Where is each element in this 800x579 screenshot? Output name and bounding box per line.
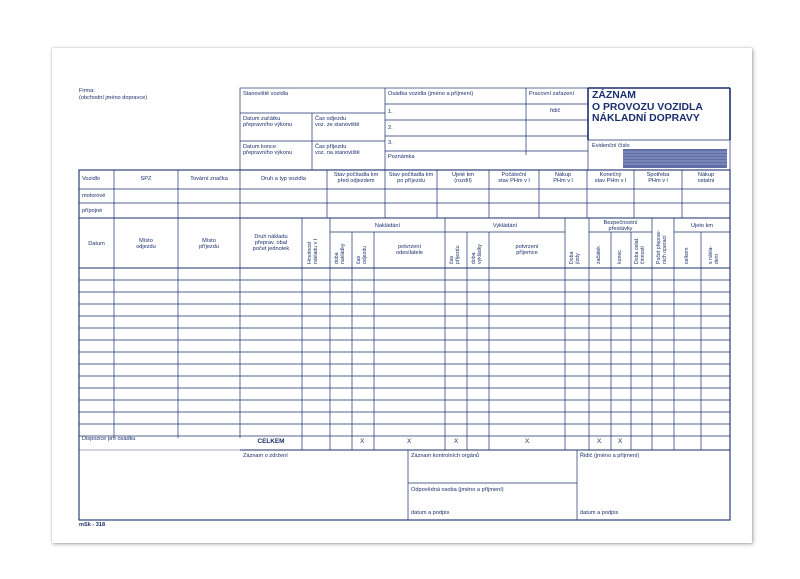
zarazeni-label: Pracovní zařazení <box>529 91 575 97</box>
doba-nakl-sub: nakládky <box>340 243 346 264</box>
crew-1-label: 1. <box>388 109 393 115</box>
bezpecnostni-header: Bezpečnostní <box>603 220 638 226</box>
doba-ost-header: Doba ostat. <box>634 237 640 264</box>
doba-jizdy-header: Doba <box>569 251 575 264</box>
misto-odjezdu-header: Místo <box>139 238 153 244</box>
stav-po-sub: po příjezdu <box>397 178 425 184</box>
druh-nakladu-sub2: počet jednotek <box>252 246 290 252</box>
druh-nakladu-header: Druh nákladu <box>254 234 288 240</box>
nakup-ost-label: Nákup <box>697 172 715 178</box>
nakladani-header: Nakládání <box>374 223 401 229</box>
form-paper <box>52 48 752 543</box>
potvrzeni-odes-header: potvrzení <box>397 244 421 250</box>
ujeto-label: Ujeté km <box>451 172 475 178</box>
hmotnost-header: Hmotnost <box>307 241 313 264</box>
misto-prijezdu-sub: příjezdu <box>199 244 219 250</box>
bezpecnostni-sub: přestávky <box>608 226 633 232</box>
zaznam-zdrzeni-label: Záznam o zdržení <box>243 453 288 459</box>
data-rows <box>79 280 730 436</box>
cas-odjezdu-sub: odjezdu <box>362 245 368 264</box>
start-date-sub: přepravního výkonu <box>243 122 293 128</box>
nakup-phm-sub: PHm v l <box>553 178 573 184</box>
arrival-time-sub: voz. na stanoviště <box>315 150 360 156</box>
crew-3-label: 3. <box>388 140 393 146</box>
departure-time-label: Čas odjezdu <box>315 116 347 122</box>
misto-prijezdu-header: Místo <box>202 238 216 244</box>
potvrzeni-prij-sub: příjemce <box>516 250 538 256</box>
title-line-1: ZÁZNAM <box>592 90 636 101</box>
tovarni-label: Tovární značka <box>190 176 228 182</box>
doba-ost-sub: činností <box>640 246 646 264</box>
doba-jizdy-sub: jízdy <box>575 253 581 264</box>
potvrzeni-odes-sub: odesílatele <box>395 250 424 256</box>
crew-2-label: 2. <box>388 125 393 131</box>
pocet-header: Počet přeprav- <box>656 229 662 264</box>
pocatecni-sub: stav PHm v l <box>498 178 530 184</box>
hmotnost-sub: nákladu v t <box>313 238 319 264</box>
ujeto-km-header: Ujeto km <box>690 223 714 229</box>
nakup-phm-label: Nákup <box>554 172 572 178</box>
druh-nakladu-sub1: přeprav. obal <box>254 240 288 246</box>
pocatecni-label: Počáteční <box>501 172 527 178</box>
celkem-label: CELKEM <box>257 438 285 445</box>
datum-header: Datum <box>88 241 105 247</box>
end-date-label: Datum konce <box>243 144 276 150</box>
form-title <box>592 90 703 125</box>
spz-label: SPZ <box>140 176 152 182</box>
druh-typ-label: Druh a typ vozidla <box>261 176 306 182</box>
pripojne-label: přípojné <box>82 208 103 214</box>
total-x-cas-prijezdu: X <box>454 438 459 445</box>
total-x-konec: X <box>618 438 623 445</box>
ujeto-sub: (rozdíl) <box>454 178 472 184</box>
ridic-label: řidič <box>550 108 561 114</box>
ujeto-celkem-header: celkem <box>684 247 690 264</box>
spotreba-label: Spotřeba <box>646 172 670 178</box>
cas-odjezdu-header: čas <box>356 255 362 264</box>
firm-label: Firma: <box>79 88 95 94</box>
title-line-3: NÁKLADNÍ DOPRAVY <box>592 113 700 125</box>
spotreba-sub: PHm v l <box>648 178 668 184</box>
pocet-sub: ních operací <box>662 235 668 264</box>
potvrzeni-prij-header: potvrzení <box>515 244 539 250</box>
total-x-potvrzeni-odes: X <box>407 438 412 445</box>
total-x-zacatek: X <box>597 438 602 445</box>
firm-sub-label: (obchodní jméno dopravce) <box>79 95 148 101</box>
stav-pred-label: Stav počítadla km <box>333 172 379 178</box>
evidence-number-box <box>623 149 727 168</box>
konecny-label: Konečný <box>599 172 622 178</box>
s-nakladem-header: s nákla- <box>708 245 714 264</box>
start-date-label: Datum začátku <box>243 116 281 122</box>
konec-header: konec <box>617 250 623 264</box>
osadka-label: Osádka vozidla (jméno a příjmení) <box>388 91 474 97</box>
nakup-ost-sub: ostatní <box>697 178 715 184</box>
konecny-sub: stav PHm v l <box>594 178 627 184</box>
dispozice-label: Dispozice pro osádku <box>82 436 136 442</box>
form-code: mSk - 318 <box>79 522 106 528</box>
departure-time-sub: voz. ze stanoviště <box>315 122 360 128</box>
vykladani-header: Vykládání <box>492 223 518 229</box>
vozidlo-label: Vozidlo <box>82 176 101 182</box>
stav-po-label: Stav počítadla km <box>388 172 434 178</box>
motorove-label: motorové <box>82 193 106 199</box>
zacatek-header: začátek <box>596 246 602 264</box>
ridic-jmeno-label: Řidič (jméno a příjmení) <box>580 453 640 459</box>
misto-odjezdu-sub: odjezdu <box>136 244 156 250</box>
doba-vykl-sub: vykládky <box>477 244 483 264</box>
datum-podpis-1: datum a podpis <box>411 510 450 516</box>
stanoviste-label: Stanoviště vozidla <box>243 91 289 97</box>
s-nakladem-sub: dem <box>714 253 720 264</box>
stav-pred-sub: před odjezdem <box>337 178 375 184</box>
cas-prijezdu-sub: příjezdu <box>455 245 461 264</box>
end-date-sub: přepravního výkonu <box>243 150 293 156</box>
odpovedna-osoba-label: Odpovědná osoba (jméno a příjmení) <box>411 487 504 493</box>
datum-podpis-2: datum a podpis <box>580 510 619 516</box>
title-line-2: O PROVOZU VOZIDLA <box>592 101 703 113</box>
zaznam-kontrolnich-label: Záznam kontrolních orgánů <box>411 453 480 459</box>
evidence-number-label: Evidenční číslo <box>592 143 630 149</box>
doba-nakl-header: doba <box>334 252 340 264</box>
total-x-potvrzeni-prij: X <box>525 438 530 445</box>
poznamka-label: Poznámka <box>388 154 415 160</box>
doba-vykl-header: doba <box>471 252 477 264</box>
arrival-time-label: Čas příjezdu <box>315 144 347 150</box>
total-x-cas-odjezdu: X <box>360 438 365 445</box>
cas-prijezdu-header: čas <box>449 255 455 264</box>
